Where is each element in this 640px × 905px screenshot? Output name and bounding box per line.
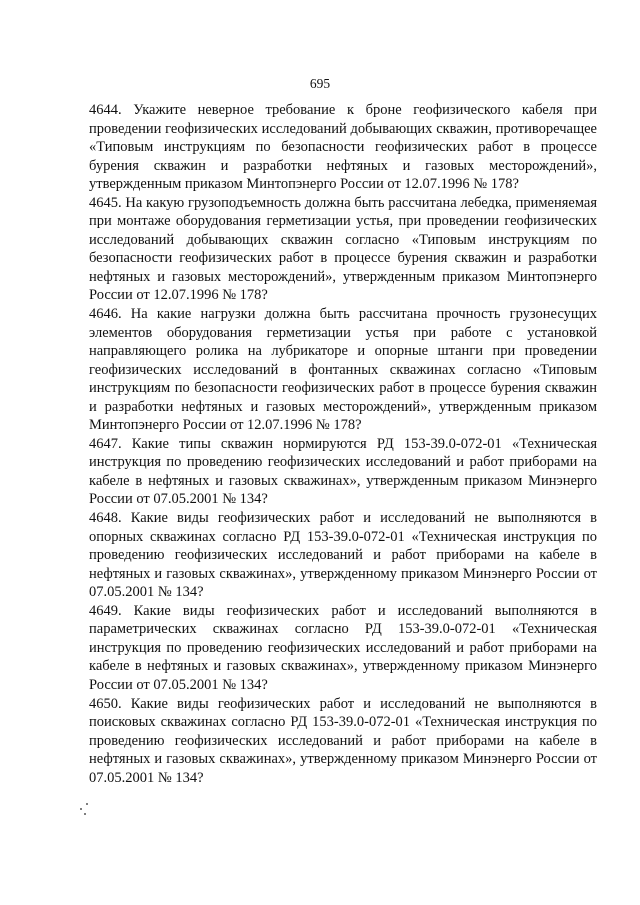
question-number: 4645.: [89, 194, 122, 211]
question-item-4650: [89, 695, 597, 788]
question-text: Какие виды геофизических работ и исследований не выполняются в поисковых скважинах согласно РД 153-39.0-072-01 «Техническая инструкция по проведению геофизических исследований и работ приборами на кабеле в нефтяных и газовых скважинах», утвержденному приказом Минэнерго России от 07.05.2001 № 134?: [89, 695, 597, 786]
question-list: [89, 101, 597, 787]
scan-artifact: [80, 808, 82, 810]
scan-artifact: [86, 803, 88, 805]
question-text: Какие виды геофизических работ и исследований выполняются в параметрических скважинах согласно РД 153-39.0-072-01 «Техническая инструкция по проведению геофизических исследований и работ приборами на кабеле в нефтяных и газовых скважинах», утвержденному приказом Минэнерго России от 07.05.2001 № 134?: [89, 602, 597, 693]
question-text: Какие типы скважин нормируются РД 153-39.0-072-01 «Техническая инструкция по проведению геофизических исследований и работ приборами на кабеле в нефтяных и газовых скважинах», утвержденным приказом Минэнерго России от 07.05.2001 № 134?: [89, 435, 597, 508]
question-text: На какие нагрузки должна быть рассчитана прочность грузонесущих элементов оборудования герметизации устья при работе с установкой направляющего ролика на лубрикаторе и опорные штанги при проведении геофизических исследований в фонтанных скважинах согласно «Типовым инструкциям по безопасности геофизических работ в процессе бурения скважин и разработки нефтяных и газовых месторождений», утвержденным приказом Минтопэнерго России от 12.07.1996 № 178?: [89, 306, 597, 434]
question-item-4646: [89, 305, 597, 435]
question-item-4645: [89, 194, 597, 305]
question-number: 4644.: [89, 102, 122, 118]
question-number: 4647.: [89, 435, 122, 452]
question-item-4644: [89, 101, 597, 194]
scan-artifact: [84, 813, 86, 815]
question-item-4648: [89, 509, 597, 602]
question-number: 4646.: [89, 306, 122, 323]
question-number: 4649.: [89, 602, 122, 619]
question-text: Какие виды геофизических работ и исследований не выполняются в опорных скважинах согласно РД 153-39.0-072-01 «Техническая инструкция по проведению геофизических исследований и работ приборами на кабеле в нефтяных и газовых скважинах», утвержденному приказом Минэнерго России от 07.05.2001 № 134?: [89, 510, 597, 601]
question-number: 4650.: [89, 695, 122, 712]
question-text: На какую грузоподъемность должна быть рассчитана лебедка, применяемая при монтаже оборудования герметизации устья, при проведении геофизических исследований добывающих скважин согласно «Типовым инструкциям по безопасности геофизических работ в процессе бурения скважин и разработки нефтяных и газовых месторождений», утвержденным приказом Минтопэнерго России от 12.07.1996 № 178?: [89, 194, 597, 304]
question-text: Укажите неверное требование к броне геофизического кабеля при проведении геофизических исследований добывающих скважин, противоречащее «Типовым инструкциям по безопасности геофизических работ в процессе бурения скважин и разработки нефтяных и газовых месторождений», утвержденным приказом Минтопэнерго России от 12.07.1996 № 178?: [89, 102, 597, 193]
question-item-4649: [89, 602, 597, 695]
question-item-4647: [89, 435, 597, 509]
page-number: 695: [309, 76, 331, 91]
question-number: 4648.: [89, 510, 122, 527]
